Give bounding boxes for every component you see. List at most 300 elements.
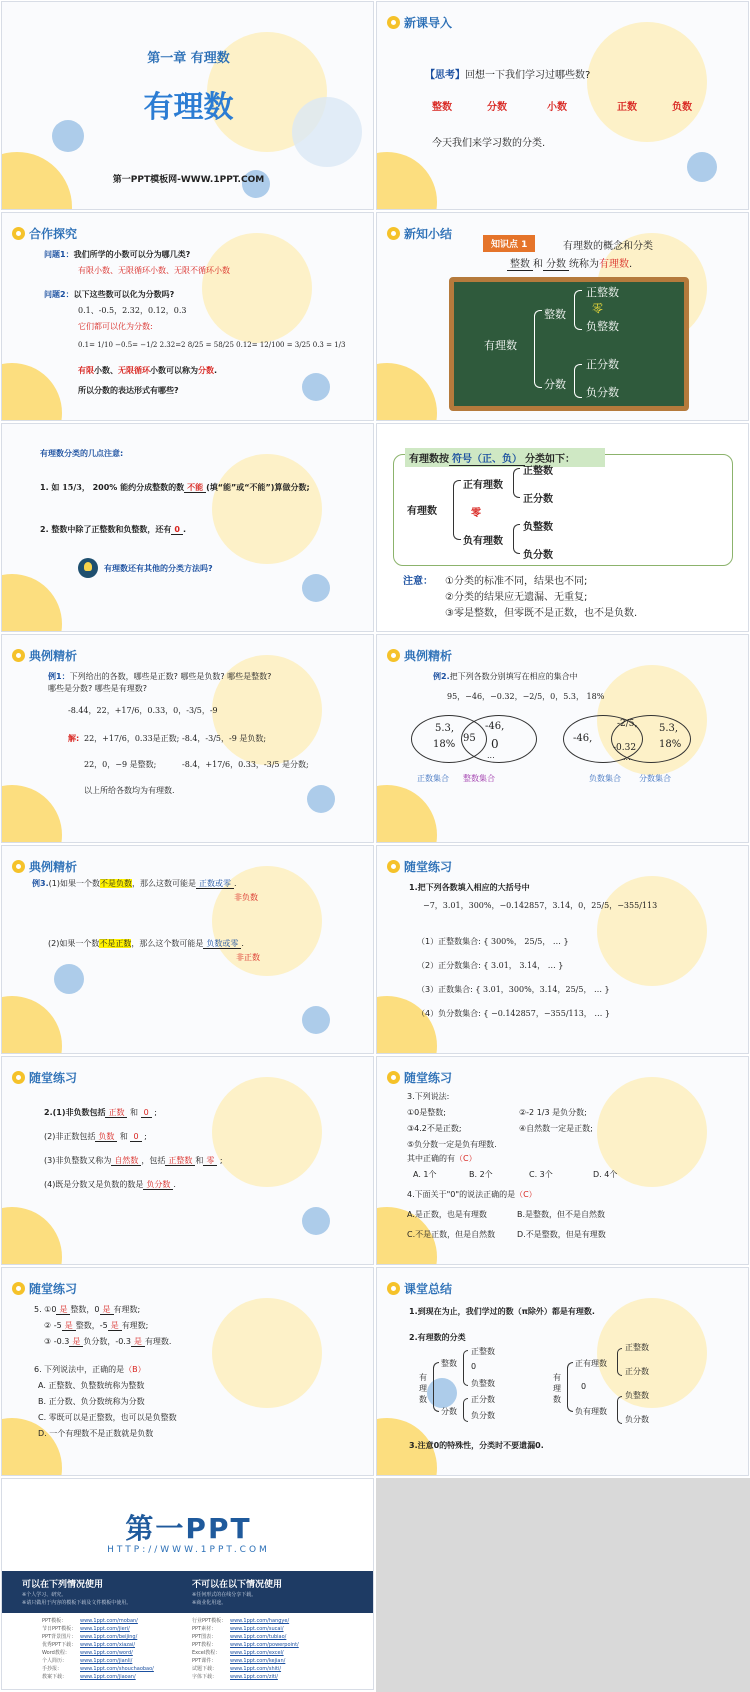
link-url[interactable]: www.1ppt.com/sucai/ xyxy=(230,1626,284,1632)
footer-text: 第一PPT模板网-WWW.1PPT.COM xyxy=(112,175,265,185)
item1-text: (填“能”或“不能”)算做分数; xyxy=(206,483,310,492)
link-url[interactable]: www.1ppt.com/kejian/ xyxy=(230,1658,286,1664)
l1-answer: 是 xyxy=(56,1305,70,1315)
board-neg-frac: 负分数 xyxy=(586,386,619,399)
l2-answer: 0 xyxy=(130,1132,141,1142)
decor-blob xyxy=(1,785,62,843)
link-row xyxy=(192,1641,362,1649)
t2-brace xyxy=(567,1362,573,1412)
logo-url: HTTP://WWW.1PPT.COM xyxy=(107,1545,270,1555)
cannot-item: ※任何形式的在线分享下载。 xyxy=(192,1592,257,1598)
choice-c: C. 3个 xyxy=(529,1170,553,1179)
cannot-item: ※商业化用途。 xyxy=(192,1600,227,1606)
l1-answer: 正数或零 xyxy=(196,879,234,889)
link-url[interactable]: www.1ppt.com/xiazai/ xyxy=(80,1642,136,1648)
l1-answer: 0 xyxy=(141,1108,152,1118)
link-url[interactable]: www.1ppt.com/beijing/ xyxy=(80,1634,138,1640)
l1-answer: 正数 xyxy=(105,1108,127,1118)
tree-pos-int: 正整数 xyxy=(523,466,553,477)
sol-positive: 22，+17/6，0.33是正数; xyxy=(84,734,180,743)
l4-text: (4)既是分数又是负数的数是 xyxy=(44,1180,144,1189)
t1-pos-int: 正整数 xyxy=(471,1347,495,1356)
choice4-b: B.是整数，但不是自然数 xyxy=(517,1210,606,1219)
slide-header: 随堂练习 xyxy=(12,1069,77,1086)
q6-answer: （B） xyxy=(124,1365,146,1374)
t1-int: 整数 xyxy=(441,1359,457,1368)
item2-text: 2. 整数中除了正整数和负整数，还有 xyxy=(40,525,172,534)
slide-12-practice3[interactable] xyxy=(376,1056,749,1265)
concl-finite: 有限 xyxy=(78,366,94,375)
venn-item: 5.3, xyxy=(659,723,679,734)
logo: 第一PPT xyxy=(125,1512,252,1545)
tree-neg-frac: 负分数 xyxy=(523,550,553,561)
sol-fraction: -8.4，+17/6，0.33，-3/5 是分数; xyxy=(182,760,309,769)
q-text: 1.把下列各数填入相应的大括号中 xyxy=(409,883,530,892)
choice-b: B. 正分数、负分数统称为分数 xyxy=(38,1397,145,1406)
choice4-a: A.是正数，也是有理数 xyxy=(407,1210,487,1219)
title-sign: 符号（正、负） xyxy=(449,454,525,466)
link-url[interactable]: www.1ppt.com/word/ xyxy=(80,1650,133,1656)
tree-brace xyxy=(453,480,461,540)
t2-brace xyxy=(617,1348,622,1376)
t2-pos-frac: 正分数 xyxy=(625,1367,649,1376)
set-values: −0.142857，−355/113， … xyxy=(490,1009,603,1018)
label-integer: 整数集合 xyxy=(463,774,495,783)
p2-text: 2.有理数的分类 xyxy=(409,1333,466,1342)
sol-conclusion: 以上所给各数均为有理数. xyxy=(84,786,175,795)
t2-neg-frac: 负分数 xyxy=(625,1415,649,1424)
opt-3: ③4.2不是正数; xyxy=(407,1124,462,1133)
empty-area xyxy=(376,1478,750,1692)
l2-text: (2)非正数包括 xyxy=(44,1132,96,1141)
l3-text: 和 xyxy=(195,1156,204,1165)
slide-header: 典例精析 xyxy=(12,858,77,875)
board-pos-frac: 正分数 xyxy=(586,358,619,371)
link-label: 行业PPT模板： xyxy=(192,1618,227,1624)
link-row xyxy=(192,1649,362,1657)
choice-b: B. 2个 xyxy=(469,1170,493,1179)
t2-brace xyxy=(617,1396,622,1424)
q1-label: 问题1： xyxy=(44,250,74,259)
link-row xyxy=(42,1665,192,1673)
ex-label: 例1： xyxy=(48,672,70,681)
link-url[interactable]: www.1ppt.com/shiti/ xyxy=(230,1666,282,1672)
usage-banner xyxy=(2,1571,374,1613)
l3-answer: 正整数 xyxy=(165,1156,195,1166)
word-positive: 正数 xyxy=(617,102,637,113)
choice-a: A. 正整数、负整数统称为整数 xyxy=(38,1381,145,1390)
q2-text: 以下这些数可以化为分数吗? xyxy=(73,290,175,299)
opt-2: ②-2 1/3 是负分数; xyxy=(519,1108,587,1117)
ex-label: 例3. xyxy=(32,879,49,888)
venn-item: 18% xyxy=(433,739,456,750)
tree-zero: 零 xyxy=(471,508,481,519)
ex-label: 例2. xyxy=(433,672,450,681)
decor-blob xyxy=(376,996,437,1054)
link-row xyxy=(42,1617,192,1625)
decor-blob xyxy=(302,1207,330,1235)
link-label: Excel教程： xyxy=(192,1650,221,1656)
link-label: PPT背景图片： xyxy=(42,1634,77,1640)
decor-blob xyxy=(1,363,62,421)
t2-neg: 负有理数 xyxy=(575,1407,607,1416)
l4-answer: 负分数 xyxy=(143,1180,173,1190)
concl-text: 小数、 xyxy=(94,366,118,375)
board-brace xyxy=(574,290,582,330)
link-label: PPT素材： xyxy=(192,1626,217,1632)
note-label: 注意： xyxy=(403,576,433,587)
main-title: 有理数 xyxy=(143,90,234,125)
link-row xyxy=(42,1649,192,1657)
venn-item: 5.3, xyxy=(435,723,455,734)
slide-14-class-summary[interactable] xyxy=(376,1267,749,1476)
choice-d: D. 4个 xyxy=(593,1170,618,1179)
header-icon xyxy=(387,1282,400,1295)
decor-blob xyxy=(302,373,330,401)
link-row xyxy=(192,1617,362,1625)
slide-6-sign-classification[interactable] xyxy=(376,423,749,632)
l1-text: 和 xyxy=(130,1108,139,1117)
link-label: 教案下载： xyxy=(42,1674,68,1680)
decor-blob xyxy=(687,152,717,182)
header-icon xyxy=(12,1071,25,1084)
set-values: 300%， 25/5， … xyxy=(490,937,561,946)
q4-text: 4.下面关于"0"的说法正确的是 xyxy=(407,1190,516,1199)
l2-text: ② -5 xyxy=(44,1321,62,1330)
slide-5-notes[interactable] xyxy=(1,423,374,632)
slide-2-intro[interactable] xyxy=(376,1,749,210)
t2-pos: 正有理数 xyxy=(575,1359,607,1368)
sol-integer: 22，0，−9 是整数; xyxy=(84,760,157,769)
choice-c: C. 零既可以是正整数，也可以是负整数 xyxy=(38,1413,177,1422)
p3-text: 3.注意0的特殊性，分类时不要遗漏0. xyxy=(409,1441,544,1450)
t1-brace xyxy=(463,1398,468,1422)
item1-fraction: 15/3 xyxy=(62,482,82,492)
t2-zero: 0 xyxy=(581,1382,587,1391)
sub-text: 统称为 xyxy=(569,259,599,270)
l2-note: 非正数 xyxy=(236,953,260,962)
q4-answer: （C） xyxy=(515,1190,537,1199)
link-label: 优秀PPT下载： xyxy=(42,1642,77,1648)
l2-text: 有理数; xyxy=(121,1321,149,1330)
links-right xyxy=(192,1617,362,1681)
link-row xyxy=(192,1633,362,1641)
concl-repeating: 无限循环 xyxy=(118,366,150,375)
slide-header: 课堂总结 xyxy=(387,1280,452,1297)
l2-answer: 负数或零 xyxy=(203,939,241,949)
link-url[interactable]: www.1ppt.com/jianli/ xyxy=(80,1658,133,1664)
l1-text: 2.(1)非负数包括 xyxy=(44,1108,106,1117)
decor-blob xyxy=(376,785,437,843)
l2-answer: 负数 xyxy=(95,1132,117,1142)
slide-7-example1[interactable] xyxy=(1,634,374,843)
ex-numbers: -8.44，22，+17/6，0.33，0，-3/5，-9 xyxy=(68,706,218,715)
slide-4-summary[interactable]: 新知小结 知识点 1 有理数的概念和分类 整数 和 分数 统称为有理数. 有理数 整数 分数 正整数 零 负整数 正分数 负分数 xyxy=(376,212,749,421)
decor-blob xyxy=(376,363,437,421)
p1-text: 1.到现在为止，我们学过的数（π除外）都是有理数. xyxy=(409,1307,595,1316)
board-neg-int: 负整数 xyxy=(586,320,619,333)
slide-3-explore[interactable]: 合作探究 问题1：我们所学的小数可以分为哪几类? 有限小数、无限循环小数、无限不循环小数 问题2：以下这些数可以化为分数吗? 0.1、-0.5，2.32，0.12，0.3 它们都可以化为分数: 0.1= 1/10 −0.5= −1/2 2.32=2 8/25 = 58/25 0.12= 12/100 = 3/25 0.3 = 1/3 有限小数、无限循环小数可以称为分数. 所以分数的表达形式有哪些? xyxy=(1,212,374,421)
l2-answer: 是 xyxy=(108,1321,122,1331)
tree-root: 有理数 xyxy=(407,506,437,517)
set-label: （2）正分数集合: xyxy=(417,961,481,970)
ex-text-2: 哪些是分数? 哪些是有理数? xyxy=(48,684,148,693)
link-label: 节日PPT模板： xyxy=(42,1626,77,1632)
tree-neg: 负有理数 xyxy=(463,536,503,547)
t2-root: 有理数 xyxy=(553,1373,561,1404)
link-label: 字体下载： xyxy=(192,1674,218,1680)
tree-brace xyxy=(513,468,520,498)
l1-text: 有理数; xyxy=(113,1305,141,1314)
link-row xyxy=(192,1625,362,1633)
link-url[interactable]: www.1ppt.com/jiaoan/ xyxy=(80,1674,136,1680)
set-values: 3.01， 3.14， … xyxy=(490,961,556,970)
decor-blob xyxy=(212,454,322,564)
l2-text: 整数，-5 xyxy=(75,1321,108,1330)
label-fraction: 分数集合 xyxy=(639,774,671,783)
venn-item: -46, xyxy=(573,733,593,744)
tree-pos: 正有理数 xyxy=(463,480,503,491)
slide-header: 随堂练习 xyxy=(387,1069,452,1086)
slide-13-practice4[interactable] xyxy=(1,1267,374,1476)
venn-item: -0.32 xyxy=(613,743,637,753)
slide-9-example3[interactable]: 典例精析 例3.(1)如果一个数不是负数，那么这数可能是 正数或零 . 非负数 (2)如果一个数不是正数，那么这个数可能是 负数或零 . 非正数 xyxy=(1,845,374,1054)
item1-answer: 不能 xyxy=(184,483,206,493)
l2-answer: 是 xyxy=(62,1321,76,1331)
cannot-title: 不可以在以下情况使用 xyxy=(192,1580,283,1590)
correct-q: 其中正确的有 xyxy=(407,1154,455,1163)
correct-answer: （C） xyxy=(455,1154,477,1163)
slide-header: 典例精析 xyxy=(387,647,452,664)
slide-header: 合作探究 xyxy=(12,225,77,242)
item1-text: ， 200% 能约分成整数的数 xyxy=(81,483,185,492)
l1-note: 非负数 xyxy=(234,893,258,902)
number-list: 0.1、-0.5，2.32，0.12，0.3 xyxy=(78,306,187,315)
l1-highlight: 不是负数 xyxy=(99,879,132,888)
can-item: ※个人学习、研究。 xyxy=(22,1592,67,1598)
fraction-conversions: 0.1= 1/10 −0.5= −1/2 2.32=2 8/25 = 58/25 0.12= 12/100 = 3/25 0.3 = 1/3 xyxy=(78,341,346,349)
t1-pos-frac: 正分数 xyxy=(471,1395,495,1404)
board-int: 整数 xyxy=(544,308,566,321)
link-label: PPT模板： xyxy=(42,1618,67,1624)
sub-fraction: 分数 xyxy=(543,259,569,271)
l3-answer: 自然数 xyxy=(111,1156,141,1166)
note-1: ①分类的标准不同，结果也不同; xyxy=(445,576,588,587)
opt-1: ①0是整数; xyxy=(407,1108,446,1117)
decor-blob xyxy=(587,22,707,142)
t1-neg-int: 负整数 xyxy=(471,1379,495,1388)
q3-text: 3.下列说法: xyxy=(407,1092,450,1101)
choice-a: A. 1个 xyxy=(413,1170,437,1179)
link-url[interactable]: www.1ppt.com/excel/ xyxy=(230,1650,284,1656)
decor-blob xyxy=(427,1378,457,1408)
l1-text: (1)如果一个数 xyxy=(48,879,100,888)
opt-5: ⑤负分数一定是负有理数. xyxy=(407,1140,497,1149)
t1-neg-frac: 负分数 xyxy=(471,1411,495,1420)
l3-answer: 零 xyxy=(203,1156,217,1166)
link-url[interactable]: www.1ppt.com/shouchaobao/ xyxy=(80,1666,154,1672)
t1-root: 有理数 xyxy=(419,1373,427,1404)
decor-blob xyxy=(302,1006,330,1034)
choice4-c: C.不是正数，但是自然数 xyxy=(407,1230,496,1239)
decor-blob xyxy=(212,1077,322,1187)
item2-answer: 0 xyxy=(171,525,183,535)
title-text: 有理数按 xyxy=(409,454,449,465)
decor-blob xyxy=(597,876,707,986)
link-label: PPT图表： xyxy=(192,1634,217,1640)
l3-text: 负分数，-0.3 xyxy=(83,1337,131,1346)
q6-text: 6. 下列说法中，正确的是 xyxy=(34,1365,125,1374)
header-icon xyxy=(12,227,25,240)
t1-brace xyxy=(433,1362,439,1412)
decor-blob xyxy=(212,1298,322,1408)
tree-brace xyxy=(513,524,520,554)
t1-frac: 分数 xyxy=(441,1407,457,1416)
venn-item: -46, xyxy=(485,721,505,732)
link-url[interactable]: www.1ppt.com/moban/ xyxy=(80,1618,138,1624)
set-values: 3.01，300%，3.14，25/5， … xyxy=(482,985,602,994)
link-url[interactable]: www.1ppt.com/powerpoint/ xyxy=(230,1642,299,1648)
venn-item: -2/5, xyxy=(617,719,638,729)
l1-answer: 是 xyxy=(100,1305,114,1315)
slide-11-practice2[interactable]: 随堂练习 2.(1)非负数包括 正数 和 0 ; (2)非正数包括 负数 和 0 ; (3)非负整数又称为 自然数 ，包括 正整数 和 零 ; (4)既是分数又是负数的数是 负分数 . xyxy=(1,1056,374,1265)
link-label: 试题下载： xyxy=(192,1666,218,1672)
word-fraction: 分数 xyxy=(487,102,507,113)
slide-header: 新课导入 xyxy=(387,14,452,31)
slide-1-title[interactable] xyxy=(1,1,374,210)
set-label: （3）正数集合: xyxy=(417,985,473,994)
decor-blob xyxy=(1,574,62,632)
decor-blob xyxy=(302,574,330,602)
link-url[interactable]: www.1ppt.com/jieri/ xyxy=(80,1626,130,1632)
header-icon xyxy=(12,649,25,662)
a1-text: 有限小数、无限循环小数、无限不循环小数 xyxy=(78,266,230,275)
link-label: 手抄报： xyxy=(42,1666,63,1672)
slide-header: 随堂练习 xyxy=(387,858,452,875)
link-url[interactable]: www.1ppt.com/tubiao/ xyxy=(230,1634,287,1640)
ex-text: 下列给出的各数，哪些是正数? 哪些是负数? 哪些是整数? xyxy=(69,672,272,681)
l3-answer: 是 xyxy=(69,1337,83,1347)
chapter-label: 第一章 有理数 xyxy=(147,51,230,66)
a2-text: 它们都可以化为分数: xyxy=(78,322,153,331)
set-label: （4）负分数集合: xyxy=(417,1009,481,1018)
l3-text: ③ -0.3 xyxy=(44,1337,70,1346)
link-label: Word教程： xyxy=(42,1650,70,1656)
links-left xyxy=(42,1617,192,1681)
l2-highlight: 不是正数 xyxy=(99,939,132,948)
l2-text: 和 xyxy=(119,1132,128,1141)
board-brace xyxy=(574,364,582,398)
t2-neg-int: 负整数 xyxy=(625,1391,649,1400)
tip-text: 有理数还有其他的分类方法吗? xyxy=(104,564,213,573)
concl-text: 小数可以称为 xyxy=(150,366,198,375)
chalkboard xyxy=(449,277,689,411)
venn-item: 95 xyxy=(463,733,476,744)
header-icon xyxy=(387,649,400,662)
board-zero: 零 xyxy=(592,302,603,315)
ex-numbers: 95，−46，−0.32，−2/5，0，5.3， 18% xyxy=(447,692,605,701)
think-tag: 【思考】 xyxy=(425,70,465,81)
sub-text: 和 xyxy=(533,259,543,270)
label-positive: 正数集合 xyxy=(417,774,449,783)
slide-15-credits[interactable] xyxy=(1,1478,374,1690)
decor-blob xyxy=(1,996,62,1054)
tree-neg-int: 负整数 xyxy=(523,522,553,533)
link-url[interactable]: www.1ppt.com/ziti/ xyxy=(230,1674,278,1680)
link-row xyxy=(42,1641,192,1649)
l3-answer: 是 xyxy=(131,1337,145,1347)
note-2: ②分类的结果应无遗漏、无重复; xyxy=(445,592,588,603)
slide-header: 典例精析 xyxy=(12,647,77,664)
t1-brace xyxy=(463,1350,468,1386)
q2-label: 问题2： xyxy=(44,290,74,299)
choice4-d: D.不是整数，但是有理数 xyxy=(517,1230,606,1239)
link-row xyxy=(192,1673,362,1681)
point-title: 有理数的概念和分类 xyxy=(563,241,653,252)
point-tag: 知识点 1 xyxy=(483,235,535,252)
slide-10-practice1[interactable]: 随堂练习 1.把下列各数填入相应的大括号中 −7，3.01，300%，−0.142857，3.14，0，25/5，−355/113 （1）正整数集合: { 300%， 25/5， … } （2）正分数集合: { 3.01， 3.14， … } （3）正数集合: { 3.01，300%，3.14，25/5， … } （4）负分数集合: { −0.142857，−355/113， … } xyxy=(376,845,749,1054)
l2-text: ，那么这个数可能是 xyxy=(131,939,204,948)
decor-blob xyxy=(307,785,335,813)
header-icon xyxy=(387,16,400,29)
link-row xyxy=(42,1625,192,1633)
board-brace xyxy=(534,310,542,388)
word-decimal: 小数 xyxy=(547,102,567,113)
venn-item: 0 xyxy=(491,737,499,751)
link-row xyxy=(42,1633,192,1641)
word-negative: 负数 xyxy=(672,102,692,113)
sol-negative: -8.4，-3/5，-9 是负数; xyxy=(182,734,267,743)
lightbulb-icon xyxy=(78,558,98,578)
t2-pos-int: 正整数 xyxy=(625,1343,649,1352)
l3-text: ，包括 xyxy=(141,1156,166,1165)
decor-blob xyxy=(1,1207,62,1265)
header-icon xyxy=(387,227,400,240)
slide-header: 新知小结 xyxy=(387,225,452,242)
l1-text: 5. ①0 xyxy=(34,1305,57,1314)
decor-blob xyxy=(376,152,437,210)
concl-fraction: 分数 xyxy=(198,366,214,375)
l2-text: (2)如果一个数 xyxy=(48,939,100,948)
ex-text: 把下列各数分别填写在相应的集合中 xyxy=(449,672,578,681)
think-text: 回想一下我们学习过哪些数? xyxy=(465,70,591,81)
l3-text: 有理数. xyxy=(144,1337,172,1346)
slide-8-example2[interactable] xyxy=(376,634,749,843)
content-frame xyxy=(393,454,733,566)
decor-blob xyxy=(1,1418,62,1476)
link-row xyxy=(42,1673,192,1681)
decor-blob xyxy=(597,1298,707,1408)
q-numbers: −7，3.01，300%，−0.142857，3.14，0，25/5，−355/113 xyxy=(423,901,658,910)
link-label: 个人简历： xyxy=(42,1658,68,1664)
header-icon xyxy=(12,1282,25,1295)
header-icon xyxy=(387,860,400,873)
opt-4: ④自然数一定是正数; xyxy=(519,1124,593,1133)
link-label: PPT课件： xyxy=(192,1658,217,1664)
link-url[interactable]: www.1ppt.com/hangye/ xyxy=(230,1618,290,1624)
can-item: ※请只做用于内容的模板下载及文件模板中使用。 xyxy=(22,1600,132,1606)
word-integer: 整数 xyxy=(432,102,452,113)
t1-zero: 0 xyxy=(471,1362,477,1371)
item1-text: 1. 如 xyxy=(40,483,60,492)
label-negative: 负数集合 xyxy=(589,774,621,783)
l1-text: ，那么这数可能是 xyxy=(131,879,196,888)
sub-integer: 整数 xyxy=(507,259,533,271)
decor-blob xyxy=(54,964,84,994)
header-icon xyxy=(12,860,25,873)
tree-pos-frac: 正分数 xyxy=(523,494,553,505)
sol-label: 解: xyxy=(68,734,80,743)
